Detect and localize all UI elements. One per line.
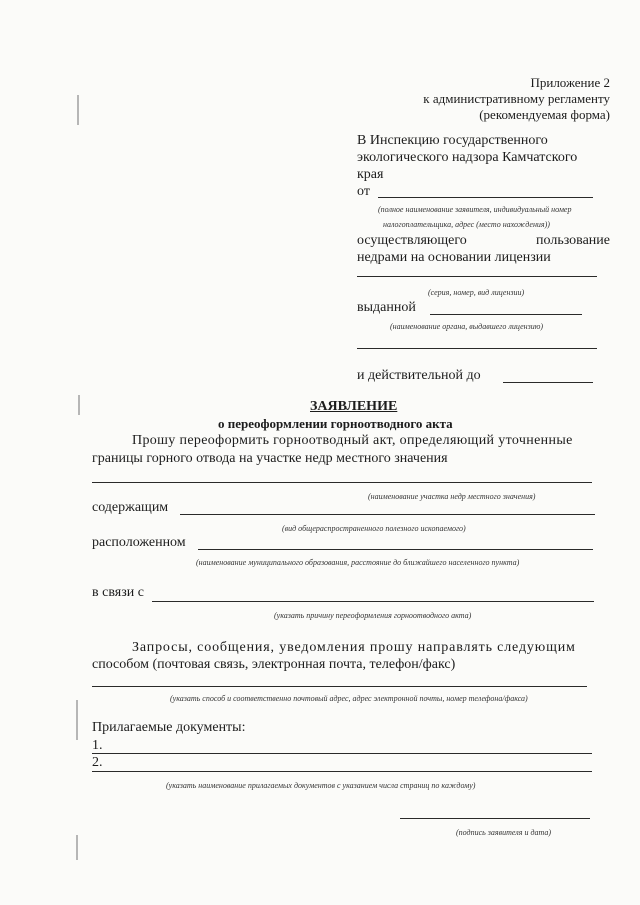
- request-line-2: границы горного отвода на участке недр местного значения: [92, 451, 448, 466]
- page-title: ЗАЯВЛЕНИЕ: [310, 399, 398, 414]
- attachment-1-field[interactable]: [92, 753, 592, 754]
- issuer-field[interactable]: [430, 314, 582, 315]
- scan-mark: [78, 395, 80, 415]
- from-label: от: [357, 184, 370, 199]
- containing-label: содержащим: [92, 500, 169, 515]
- request-line-1: Прошу переоформить горноотводный акт, определяющий уточненные: [132, 433, 573, 448]
- using-word-2: пользование: [536, 233, 610, 248]
- located-label: расположенном: [92, 535, 186, 550]
- appendix-line-3: (рекомендуемая форма): [479, 107, 610, 122]
- caption-applicant-1: (полное наименование заявителя, индивидуальный номер: [378, 205, 572, 214]
- attachment-2-number: 2.: [92, 755, 103, 770]
- valid-until-field[interactable]: [503, 382, 593, 383]
- caption-site: (наименование участка недр местного значения): [368, 492, 536, 501]
- valid-until-label: и действительной до: [357, 368, 481, 383]
- license-field[interactable]: [357, 276, 597, 277]
- caption-mineral: (вид общераспространенного полезного ископаемого): [282, 524, 466, 533]
- appendix-line-1: Приложение 2: [530, 75, 610, 90]
- addressee-line-2: экологического надзора Камчатского: [357, 150, 578, 165]
- caption-contact: (указать способ и соответственно почтовый адрес, адрес электронной почты, номер телефона/факса): [170, 694, 528, 703]
- scan-mark: [77, 95, 79, 125]
- caption-location: (наименование муниципального образования, расстояние до ближайшего населенного пункта): [196, 558, 520, 567]
- applicant-field[interactable]: [378, 197, 593, 198]
- caption-issuer: (наименование органа, выдавшего лицензию): [390, 322, 544, 331]
- location-field[interactable]: [198, 549, 593, 550]
- reason-field[interactable]: [152, 601, 594, 602]
- scan-mark: [76, 835, 78, 860]
- attachment-1-number: 1.: [92, 738, 103, 753]
- caption-attachments: (указать наименование прилагаемых документов с указанием числа страниц по каждому): [166, 781, 476, 790]
- caption-license: (серия, номер, вид лицензии): [428, 288, 525, 297]
- caption-signature: (подпись заявителя и дата): [456, 828, 552, 837]
- attachments-title: Прилагаемые документы:: [92, 720, 246, 735]
- page-subtitle: о переоформлении горноотводного акта: [218, 416, 453, 431]
- site-field[interactable]: [92, 482, 592, 483]
- scan-mark: [76, 700, 78, 740]
- issued-label: выданной: [357, 300, 416, 315]
- caption-reason: (указать причину переоформления горноотводного акта): [274, 611, 472, 620]
- license-line: недрами на основании лицензии: [357, 250, 551, 265]
- reason-label: в связи с: [92, 585, 144, 600]
- issuer-field-2[interactable]: [357, 348, 597, 349]
- mineral-field[interactable]: [180, 514, 595, 515]
- attachment-2-field[interactable]: [92, 771, 592, 772]
- addressee-line-1: В Инспекцию государственного: [357, 133, 548, 148]
- contact-field[interactable]: [92, 686, 587, 687]
- using-word-1: осуществляющего: [357, 233, 467, 248]
- caption-applicant-2: налогоплательщика, адрес (место нахождения)): [383, 220, 550, 229]
- contact-line-2: способом (почтовая связь, электронная почта, телефон/факс): [92, 657, 456, 672]
- appendix-line-2: к административному регламенту: [423, 91, 610, 106]
- addressee-line-3: края: [357, 167, 384, 182]
- contact-line-1: Запросы, сообщения, уведомления прошу направлять следующим: [132, 640, 576, 655]
- signature-field[interactable]: [400, 818, 590, 819]
